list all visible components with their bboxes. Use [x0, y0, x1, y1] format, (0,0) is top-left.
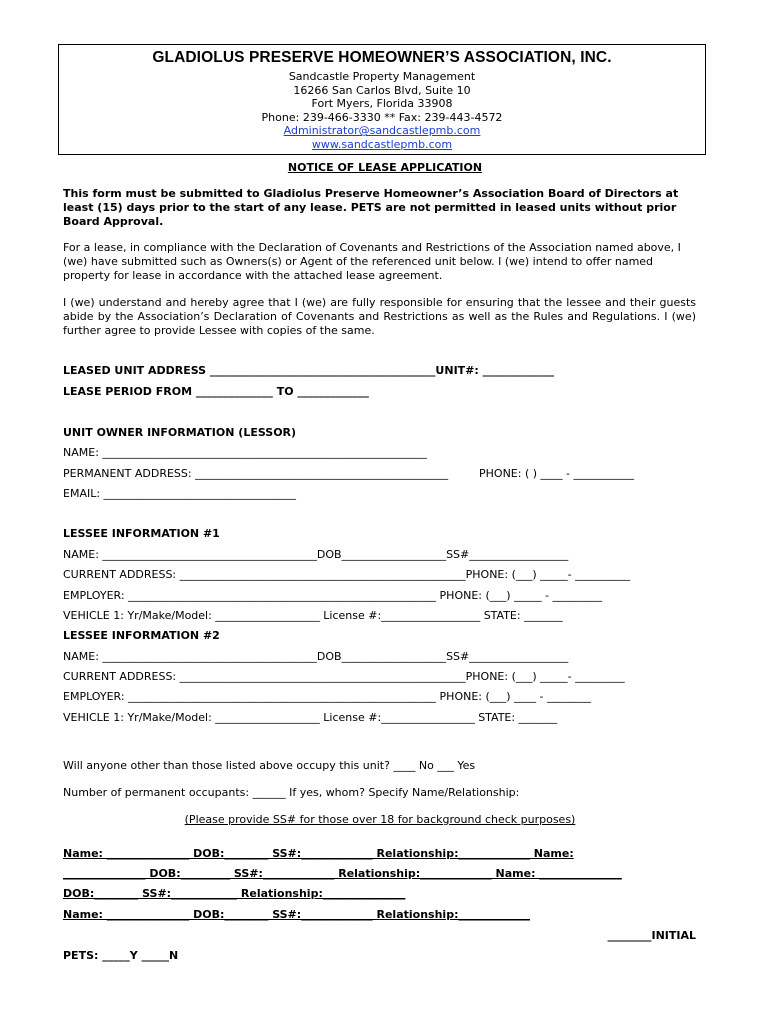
ss-note: (Please provide SS# for those over 18 for background check purposes): [184, 813, 576, 826]
association-name: GLADIOLUS PRESERVE HOMEOWNER’S ASSOCIATION, INC.: [152, 49, 612, 66]
owner-email-field[interactable]: EMAIL: ___________________________________: [63, 487, 297, 500]
phone-fax: Phone: 239-466-3330 ** Fax: 239-443-4572: [261, 110, 503, 124]
lessee1-name-field[interactable]: NAME: _______________________________________DOB___________________SS#__________________: [63, 548, 569, 561]
lessee1-vehicle-field[interactable]: VEHICLE 1: Yr/Make/Model: ___________________ License #:__________________ STATE: _______: [63, 609, 563, 622]
lessee1-employer-field[interactable]: EMPLOYER: ________________________________________________________ PHONE: (___) _____ - _________: [63, 589, 603, 602]
lease-period-field[interactable]: LEASE PERIOD FROM ______________ TO _____________: [63, 385, 369, 398]
occupant-row-1[interactable]: Name: _______________ DOB:________ SS#:_____________ Relationship:_____________ Name:: [63, 847, 574, 860]
lessee1-address-field[interactable]: CURRENT ADDRESS: ____________________________________________________PHONE: (___) _____- __________: [63, 568, 631, 581]
owner-name-field[interactable]: NAME: ___________________________________________________________: [63, 446, 427, 459]
occupant-row-2[interactable]: _______________ DOB:_________ SS#:_____________ Relationship:_____________ Name: _______________: [63, 867, 622, 880]
permanent-occupants-field[interactable]: Number of permanent occupants: ______ If yes, whom? Specify Name/Relationship:: [63, 786, 520, 799]
owner-phone-field[interactable]: PHONE: ( ) ____ - ___________: [479, 467, 634, 480]
notice-title: NOTICE OF LEASE APPLICATION: [287, 161, 483, 174]
leased-unit-address-field[interactable]: LEASED UNIT ADDRESS _________________________________________UNIT#: _____________: [63, 364, 555, 377]
lessee2-vehicle-field[interactable]: VEHICLE 1: Yr/Make/Model: ___________________ License #:_________________ STATE: _______: [63, 711, 558, 724]
lessee2-employer-field[interactable]: EMPLOYER: ________________________________________________________ PHONE: (___) ____ - ________: [63, 690, 592, 703]
other-occupants-question[interactable]: Will anyone other than those listed above occupy this unit? ____ No ___ Yes: [63, 759, 476, 772]
management-street: 16266 San Carlos Blvd, Suite 10: [293, 83, 471, 97]
compliance-paragraph: For a lease, in compliance with the Declaration of Covenants and Restrictions of the Association named above, I (we) have submitted such as Owners(s) or Agent of the referenced unit below. I (we) intend to offer named property for lease in accordance with the attached lease agreement.: [63, 241, 681, 282]
owner-address-field[interactable]: PERMANENT ADDRESS: ______________________________________________: [63, 467, 449, 480]
lessee2-section-heading: LESSEE INFORMATION #2: [63, 629, 220, 642]
initial-field[interactable]: ________INITIAL: [607, 929, 696, 942]
management-city: Fort Myers, Florida 33908: [311, 97, 453, 111]
owner-section-heading: UNIT OWNER INFORMATION (LESSOR): [63, 426, 297, 439]
association-header-box: [58, 44, 706, 155]
management-company: Sandcastle Property Management: [288, 70, 476, 83]
pets-field[interactable]: PETS: _____Y _____N: [63, 949, 179, 962]
email-link[interactable]: Administrator@sandcastlepmb.com: [283, 124, 481, 138]
intro-bold-paragraph: This form must be submitted to Gladiolus Preserve Homeowner’s Association Board of Directors at least (15) days prior to the start of any lease. PETS are not permitted in leased units without prior Board Approval.: [63, 187, 679, 228]
occupant-row-4[interactable]: Name: _______________ DOB:________ SS#:_____________ Relationship:_____________: [63, 908, 530, 921]
website-link[interactable]: www.sandcastlepmb.com: [311, 137, 453, 151]
occupant-row-3[interactable]: DOB:________ SS#:____________ Relationship:_______________: [63, 887, 406, 900]
lessee2-address-field[interactable]: CURRENT ADDRESS: ____________________________________________________PHONE: (___) _____- _________: [63, 670, 625, 683]
lessee2-name-field[interactable]: NAME: _______________________________________DOB___________________SS#__________________: [63, 650, 569, 663]
responsibility-paragraph: I (we) understand and hereby agree that I (we) are fully responsible for ensuring that the lessee and their guests abide by the Association’s Declaration of Covenants and Restrictions as well as the Rules and Regulations. I (we) further agree to provide Lessee with copies of the same.: [63, 296, 696, 337]
lessee1-section-heading: LESSEE INFORMATION #1: [63, 527, 220, 540]
